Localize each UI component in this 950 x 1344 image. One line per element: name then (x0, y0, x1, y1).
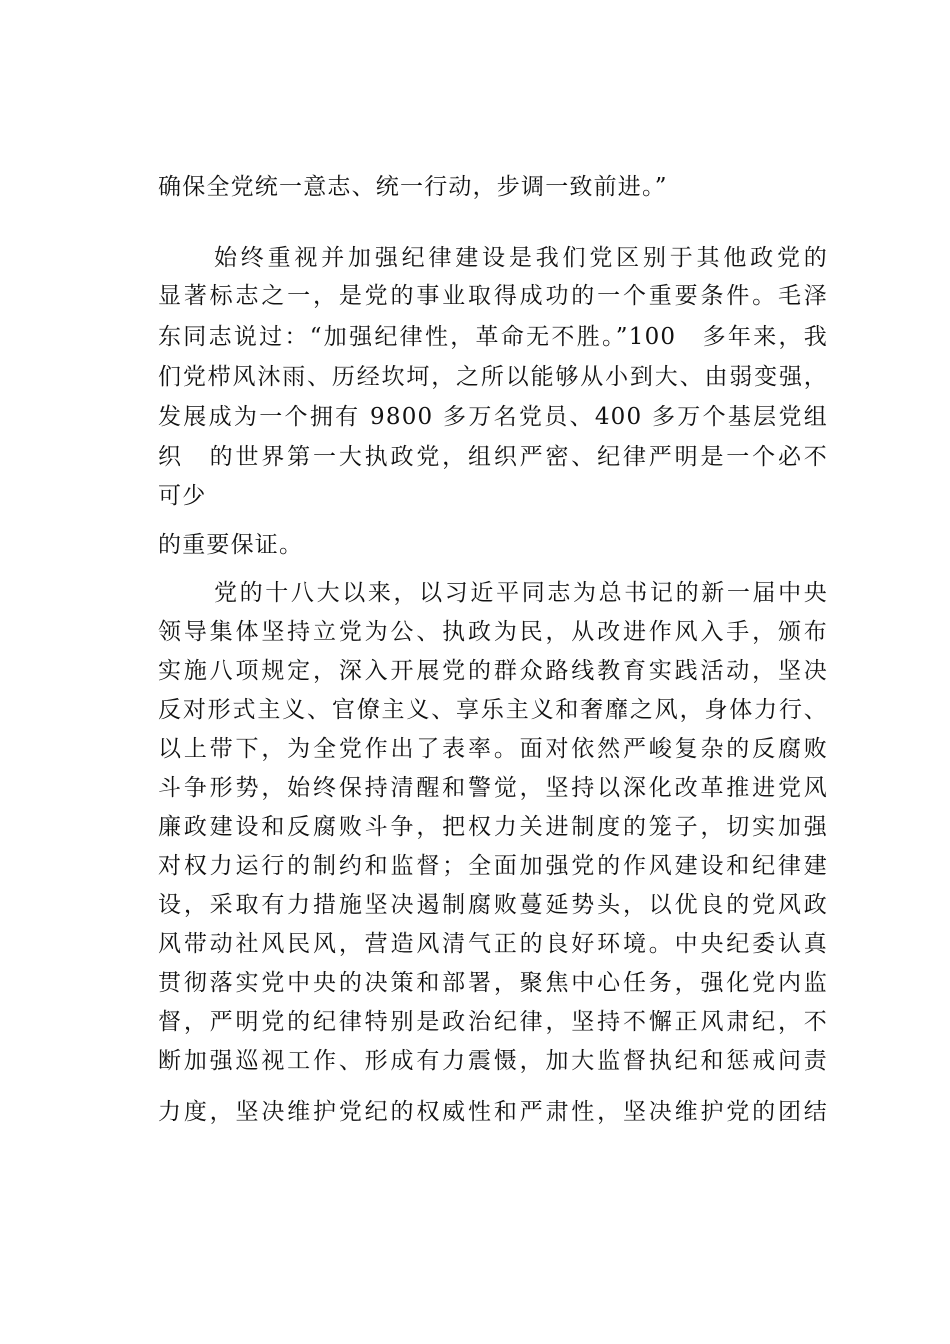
text-line-11: 领导集体坚持立党为公、执政为民，从改进作风入手，颁布 (158, 619, 828, 645)
text-line-12: 实施八项规定，深入开展党的群众路线教育实践活动，坚决 (158, 658, 828, 684)
text-line-6: 发展成为一个拥有 9800 多万名党员、400 多万个基层党组 (158, 404, 828, 430)
text-line-1: 确保全党统一意志、统一行动，步调一致前进。” (158, 174, 668, 200)
text-line-9: 的重要保证。 (158, 532, 304, 558)
text-line-18: 设，采取有力措施坚决遏制腐败蔓延势头，以优良的党风政 (158, 892, 828, 918)
text-line-3: 显著标志之一，是党的事业取得成功的一个重要条件。毛泽 (158, 283, 828, 309)
text-line-10: 党的十八大以来，以习近平同志为总书记的新一届中央 (214, 580, 828, 606)
text-line-13: 反对形式主义、官僚主义、享乐主义和奢靡之风，身体力行、 (158, 697, 828, 723)
text-line-8: 可少 (158, 483, 207, 509)
text-line-14: 以上带下，为全党作出了表率。面对依然严峻复杂的反腐败 (158, 736, 828, 762)
text-line-16: 廉政建设和反腐败斗争，把权力关进制度的笼子，切实加强 (158, 814, 828, 840)
text-line-22: 断加强巡视工作、形成有力震慑，加大监督执纪和惩戒问责 (158, 1048, 828, 1074)
text-line-5: 们党栉风沐雨、历经坎坷，之所以能够从小到大、由弱变强， (158, 364, 828, 390)
text-line-23: 力度，坚决维护党纪的权威性和严肃性，坚决维护党的团结 (158, 1099, 828, 1125)
text-line-19: 风带动社风民风，营造风清气正的良好环境。中央纪委认真 (158, 931, 828, 957)
text-line-4: 东同志说过：“加强纪律性，革命无不胜。”100 多年来，我 (158, 324, 828, 350)
text-line-20: 贯彻落实党中央的决策和部署，聚焦中心任务，强化党内监 (158, 970, 828, 996)
text-line-7: 织 的世界第一大执政党，组织严密、纪律严明是一个必不 (158, 444, 828, 470)
text-line-21: 督，严明党的纪律特别是政治纪律，坚持不懈正风肃纪，不 (158, 1009, 828, 1035)
text-line-15: 斗争形势，始终保持清醒和警觉，坚持以深化改革推进党风 (158, 775, 828, 801)
text-line-17: 对权力运行的制约和监督；全面加强党的作风建设和纪律建 (158, 853, 828, 879)
text-line-2: 始终重视并加强纪律建设是我们党区别于其他政党的 (214, 245, 828, 271)
